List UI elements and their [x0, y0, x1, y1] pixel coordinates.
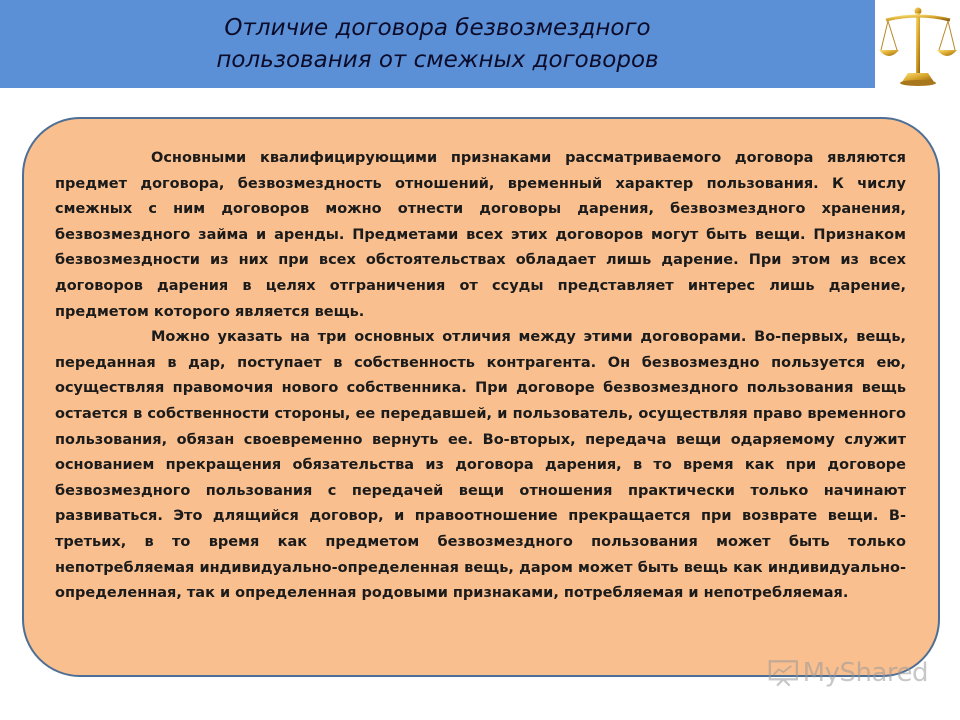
slide-title-line-2: пользования от смежных договоров — [216, 47, 659, 73]
myshared-watermark — [768, 656, 928, 690]
watermark-text: MyShared — [802, 658, 928, 688]
title-banner — [0, 0, 875, 88]
paragraph-1: Основными квалифицирующими признаками рассматриваемого договора являются предмет договора, безвозмездность отношений, временный характер пользования. К числу смежных с ним договоров можно отнести договоры дарения, безвозмездного хранения, безвозмездного займа и аренды. Предметами всех этих договоров могут быть вещи. Признаком безвозмездности из них при всех обстоятельствах обладает лишь дарение. При этом из всех договоров дарения в целях отграничения от ссуды представляет интерес лишь дарение, предметом которого является вещь. — [55, 150, 906, 320]
paragraph-2: Можно указать на три основных отличия между этими договорами. Во-первых, вещь, переданная в дар, поступает в собственность контрагента. Он безвозмездно пользуется ею, осуществляя правомочия нового собственника. При договоре безвозмездного пользования вещь остается в собственности стороны, ее передавшей, и пользователь, осуществляя право временного пользования, обязан своевременно вернуть ее. Во-вторых, передача вещи одаряемому служит основанием прекращения обязательства из договора дарения, в то время как при договоре безвозмездного пользования с передачей вещи отношения практически только начинают развиваться. Это длящийся договор, и правоотношение прекращается при возврате вещи. В-третьих, в то время как предметом безвозмездного пользования может быть только непотребляемая индивидуально-определенная вещь, даром может быть вещь как индивидуально-определенная, так и определенная родовыми признаками, потребляемая и непотребляемая. — [55, 329, 906, 602]
slide-title-line-1: Отличие договора безвозмездного — [224, 15, 651, 41]
scales-of-justice-icon — [878, 2, 958, 88]
presentation-board-icon — [768, 658, 799, 688]
body-text — [55, 146, 906, 607]
